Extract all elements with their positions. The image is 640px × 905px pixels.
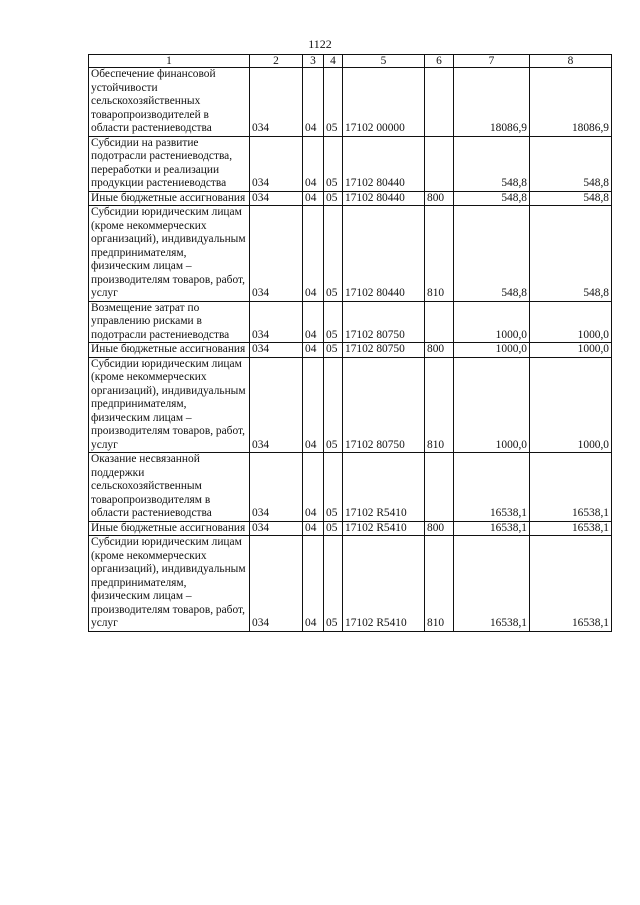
row-name: Иные бюджетные ассигнования	[89, 521, 250, 536]
col-header-1: 1	[89, 55, 250, 68]
cell-c6: 800	[425, 343, 454, 358]
cell-c3: 04	[303, 536, 324, 632]
cell-c4: 05	[324, 536, 343, 632]
cell-c7: 16538,1	[454, 521, 530, 536]
col-header-7: 7	[454, 55, 530, 68]
row-name: Субсидии юридическим лицам (кроме некоммерческих организаций), индивидуальным предпринимателям, физическим лицам – производителям товаров, работ, услуг	[89, 536, 250, 632]
cell-c5: 17102 00000	[343, 68, 425, 137]
cell-c8: 548,8	[530, 136, 612, 191]
cell-c3: 04	[303, 343, 324, 358]
table-row	[89, 68, 612, 137]
cell-c8: 1000,0	[530, 301, 612, 343]
cell-c7: 18086,9	[454, 68, 530, 137]
cell-c7: 16538,1	[454, 453, 530, 522]
cell-c8: 16538,1	[530, 536, 612, 632]
cell-c6: 800	[425, 191, 454, 206]
row-name: Иные бюджетные ассигнования	[89, 191, 250, 206]
table-row	[89, 191, 612, 206]
row-name: Субсидии юридическим лицам (кроме некоммерческих организаций), индивидуальным предпринимателям, физическим лицам – производителям товаров, работ, услуг	[89, 206, 250, 302]
cell-c2: 034	[250, 301, 303, 343]
cell-c7: 548,8	[454, 206, 530, 302]
cell-c3: 04	[303, 521, 324, 536]
cell-c5: 17102 80750	[343, 301, 425, 343]
cell-c7: 1000,0	[454, 301, 530, 343]
page-number: 1122	[308, 37, 332, 51]
table-row	[89, 357, 612, 453]
table-row	[89, 301, 612, 343]
cell-c6: 810	[425, 357, 454, 453]
row-name: Обеспечение финансовой устойчивости сельскохозяйственных товаропроизводителей в области растениеводства	[89, 68, 250, 137]
table-row	[89, 521, 612, 536]
cell-c4: 05	[324, 68, 343, 137]
cell-c7: 1000,0	[454, 357, 530, 453]
cell-c5: 17102 80750	[343, 357, 425, 453]
row-name: Субсидии на развитие подотрасли растениеводства, переработки и реализации продукции растениеводства	[89, 136, 250, 191]
cell-c8: 16538,1	[530, 521, 612, 536]
cell-c2: 034	[250, 68, 303, 137]
cell-c3: 04	[303, 136, 324, 191]
col-header-8: 8	[530, 55, 612, 68]
cell-c6	[425, 136, 454, 191]
cell-c8: 548,8	[530, 191, 612, 206]
col-header-3: 3	[303, 55, 324, 68]
table-row	[89, 453, 612, 522]
cell-c6: 800	[425, 521, 454, 536]
cell-c2: 034	[250, 191, 303, 206]
cell-c6	[425, 68, 454, 137]
col-header-2: 2	[250, 55, 303, 68]
header-row	[89, 55, 612, 68]
cell-c4: 05	[324, 453, 343, 522]
cell-c8: 1000,0	[530, 343, 612, 358]
cell-c2: 034	[250, 343, 303, 358]
col-header-6: 6	[425, 55, 454, 68]
cell-c3: 04	[303, 68, 324, 137]
cell-c8: 548,8	[530, 206, 612, 302]
cell-c3: 04	[303, 453, 324, 522]
cell-c4: 05	[324, 301, 343, 343]
cell-c6	[425, 301, 454, 343]
table-row	[89, 136, 612, 191]
cell-c4: 05	[324, 343, 343, 358]
col-header-4: 4	[324, 55, 343, 68]
budget-table	[88, 54, 612, 632]
cell-c2: 034	[250, 453, 303, 522]
cell-c2: 034	[250, 521, 303, 536]
cell-c2: 034	[250, 536, 303, 632]
cell-c7: 1000,0	[454, 343, 530, 358]
cell-c6: 810	[425, 536, 454, 632]
cell-c5: 17102 R5410	[343, 453, 425, 522]
cell-c5: 17102 80440	[343, 206, 425, 302]
table-row	[89, 343, 612, 358]
cell-c3: 04	[303, 301, 324, 343]
cell-c6	[425, 453, 454, 522]
cell-c2: 034	[250, 357, 303, 453]
cell-c3: 04	[303, 191, 324, 206]
cell-c5: 17102 80440	[343, 191, 425, 206]
table-row	[89, 536, 612, 632]
cell-c5: 17102 R5410	[343, 521, 425, 536]
row-name: Иные бюджетные ассигнования	[89, 343, 250, 358]
cell-c4: 05	[324, 206, 343, 302]
cell-c6: 810	[425, 206, 454, 302]
cell-c2: 034	[250, 136, 303, 191]
cell-c2: 034	[250, 206, 303, 302]
row-name: Возмещение затрат по управлению рисками в подотрасли растениеводства	[89, 301, 250, 343]
cell-c4: 05	[324, 357, 343, 453]
cell-c4: 05	[324, 521, 343, 536]
cell-c4: 05	[324, 136, 343, 191]
cell-c3: 04	[303, 206, 324, 302]
col-header-5: 5	[343, 55, 425, 68]
cell-c5: 17102 80440	[343, 136, 425, 191]
cell-c7: 548,8	[454, 191, 530, 206]
cell-c5: 17102 R5410	[343, 536, 425, 632]
cell-c7: 16538,1	[454, 536, 530, 632]
cell-c4: 05	[324, 191, 343, 206]
cell-c8: 16538,1	[530, 453, 612, 522]
cell-c3: 04	[303, 357, 324, 453]
row-name: Субсидии юридическим лицам (кроме некоммерческих организаций), индивидуальным предпринимателям, физическим лицам – производителям товаров, работ, услуг	[89, 357, 250, 453]
cell-c7: 548,8	[454, 136, 530, 191]
cell-c8: 1000,0	[530, 357, 612, 453]
cell-c8: 18086,9	[530, 68, 612, 137]
row-name: Оказание несвязанной поддержки сельскохозяйственным товаропроизводителям в области растениеводства	[89, 453, 250, 522]
cell-c5: 17102 80750	[343, 343, 425, 358]
table-row	[89, 206, 612, 302]
